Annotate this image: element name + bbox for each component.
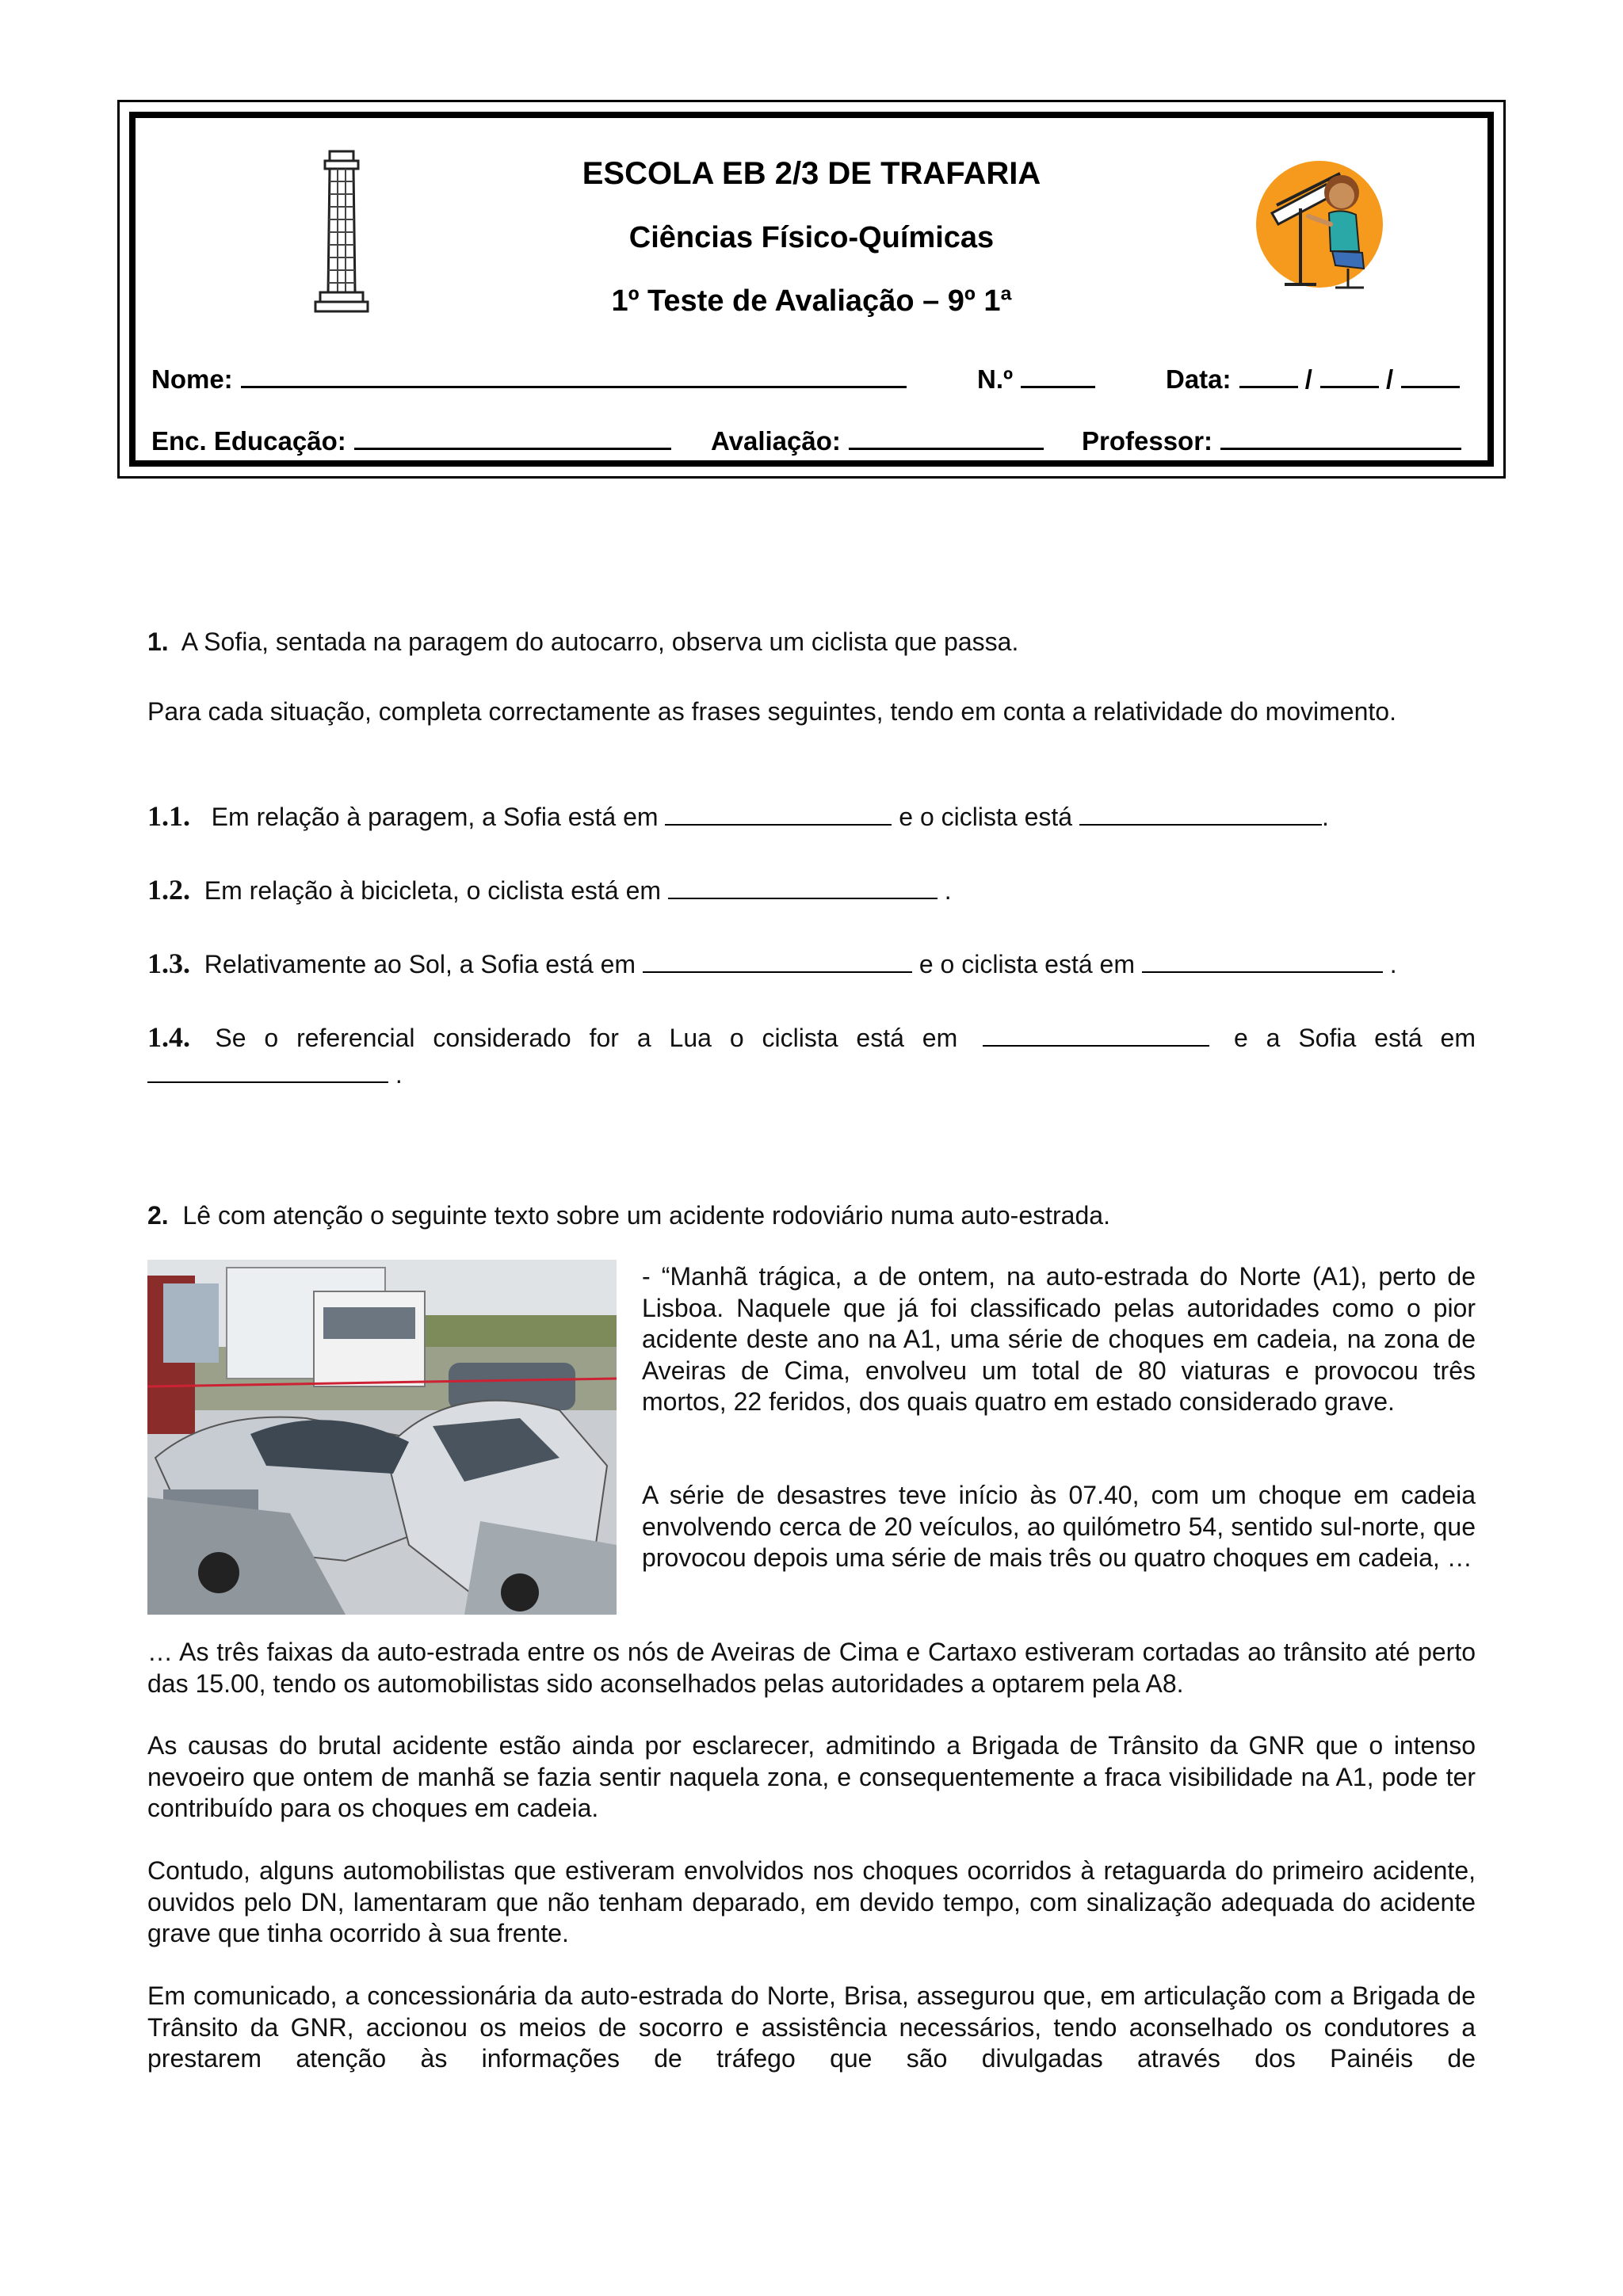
test-title: 1º Teste de Avaliação – 9º 1ª [611,284,1012,318]
date-day-blank[interactable] [1239,362,1298,388]
guardian-field[interactable] [151,424,671,456]
q2-paragraph-6: Em comunicado, a concessionária da auto-estrada do Norte, Brisa, assegurou que, em articulação com a Brigada de Trânsito da GNR, accionou os meios de socorro e assistência necessários, tendo aconselhado os condutores a prestarem atenção às informações de tráfego que são divulgadas através dos Painéis de [147,1981,1476,2073]
date-separator: / [1386,364,1394,394]
item-end: . [1321,803,1329,831]
teacher-field[interactable] [1082,424,1461,456]
item-end: . [944,876,952,905]
q1-number: 1. [147,627,169,656]
item-text-b: e o ciclista está [899,803,1073,831]
item-text-a: Em relação à bicicleta, o ciclista está em [204,876,662,905]
q2-paragraph-1: - “Manhã trágica, a de ontem, na auto-estrada do Norte (A1), perto de Lisboa. Naquele que já foi classificado pelas autoridades como o pior acidente deste ano na A1, uma série de choques em cadeia, na zona de Aveiras de Cima, envolveu um total de 80 viaturas e provocou três mortos, 22 feridos, dos quais quatro em estado considerado grave. [642,1262,1476,1416]
number-blank[interactable] [1021,362,1095,388]
q2-intro [147,1199,1476,1231]
q2-paragraph-2: A série de desastres teve início às 07.40, com um choque em cadeia envolvendo cerca de 20 veículos, ao quilómetro 54, sentido sul-norte, que provocou depois uma série de mais três ou quatro choques em cadeia, … [642,1481,1476,1572]
q1-item-3 [147,948,1476,980]
q1-item-4 [147,1021,1476,1090]
teacher-blank[interactable] [1220,424,1461,450]
subject-title: Ciências Físico-Químicas [628,221,995,254]
answer-blank[interactable] [1079,802,1322,826]
q1-item-1 [147,800,1476,833]
name-label: Nome: [151,364,233,394]
grade-blank[interactable] [849,424,1044,450]
q1-intro-text: A Sofia, sentada na paragem do autocarro, observa um ciclista que passa. [181,627,1019,656]
answer-blank[interactable] [643,949,912,973]
q2-paragraph-4: As causas do brutal acidente estão ainda por esclarecer, admitindo a Brigada de Trânsito da GNR que o intenso nevoeiro que ontem de manhã se fazia sentir naquela zona, e consequentemente a fraca visibilidade na A1, pode ter contribuído para os choques em cadeia. [147,1731,1476,1822]
q1-item-2 [147,874,1476,906]
q1-intro [147,626,1476,658]
item-number: 1.1. [147,800,190,832]
item-number: 1.2. [147,874,190,906]
item-number: 1.3. [147,948,190,979]
q2-paragraph-5: Contudo, alguns automobilistas que estiveram envolvidos nos choques ocorridos à retaguarda do primeiro acidente, ouvidos pelo DN, lamentaram que não tenham deparado, em devido tempo, com sinalização adequada do acidente grave que tinha ocorrido à sua frente. [147,1856,1476,1947]
name-blank[interactable] [241,362,907,388]
grade-label: Avaliação: [711,426,841,456]
grade-field[interactable] [711,424,1044,456]
accident-photo [147,1260,617,1615]
answer-blank[interactable] [983,1023,1209,1047]
item-text-b: e o ciclista está em [918,950,1135,978]
date-separator: / [1304,364,1312,394]
item-text-b: e a Sofia está em [1233,1024,1476,1052]
q2-intro-text: Lê com atenção o seguinte texto sobre um acidente rodoviário numa auto-estrada. [182,1201,1110,1230]
header-inner-border [129,112,1494,467]
item-text-a: Em relação à paragem, a Sofia está em [211,803,659,831]
date-year-blank[interactable] [1401,362,1460,388]
number-field[interactable] [977,362,1095,395]
guardian-label: Enc. Educação: [151,426,346,456]
school-name: ESCOLA EB 2/3 DE TRAFARIA [582,156,1041,191]
answer-blank[interactable] [147,1059,388,1083]
q2-number: 2. [147,1201,169,1230]
name-field[interactable] [151,362,907,395]
guardian-blank[interactable] [354,424,671,450]
item-end: . [395,1060,403,1089]
q1-instruction: Para cada situação, completa correctamente as frases seguintes, tendo em conta a relatividade do movimento. [147,697,1396,726]
item-number: 1.4. [147,1021,190,1053]
q2-paragraph-3: … As três faixas da auto-estrada entre os nós de Aveiras de Cima e Cartaxo estiveram cortadas ao trânsito até perto das 15.00, tendo os automobilistas sido aconselhados pelas autoridades a optarem pela A8. [147,1638,1476,1698]
answer-blank[interactable] [1142,949,1383,973]
answer-blank[interactable] [665,802,892,826]
accident-photo-image [147,1260,617,1615]
number-label: N.º [977,364,1014,394]
date-month-blank[interactable] [1320,362,1379,388]
teacher-label: Professor: [1082,426,1213,456]
date-field[interactable] [1166,362,1460,395]
item-text-a: Se o referencial considerado for a Lua o ciclista está em [215,1024,958,1052]
answer-blank[interactable] [668,875,938,899]
date-label: Data: [1166,364,1232,394]
item-text-a: Relativamente ao Sol, a Sofia está em [204,950,636,978]
student-drawing-logo-icon [1253,158,1388,292]
item-end: . [1389,950,1397,978]
header-box [117,100,1506,479]
